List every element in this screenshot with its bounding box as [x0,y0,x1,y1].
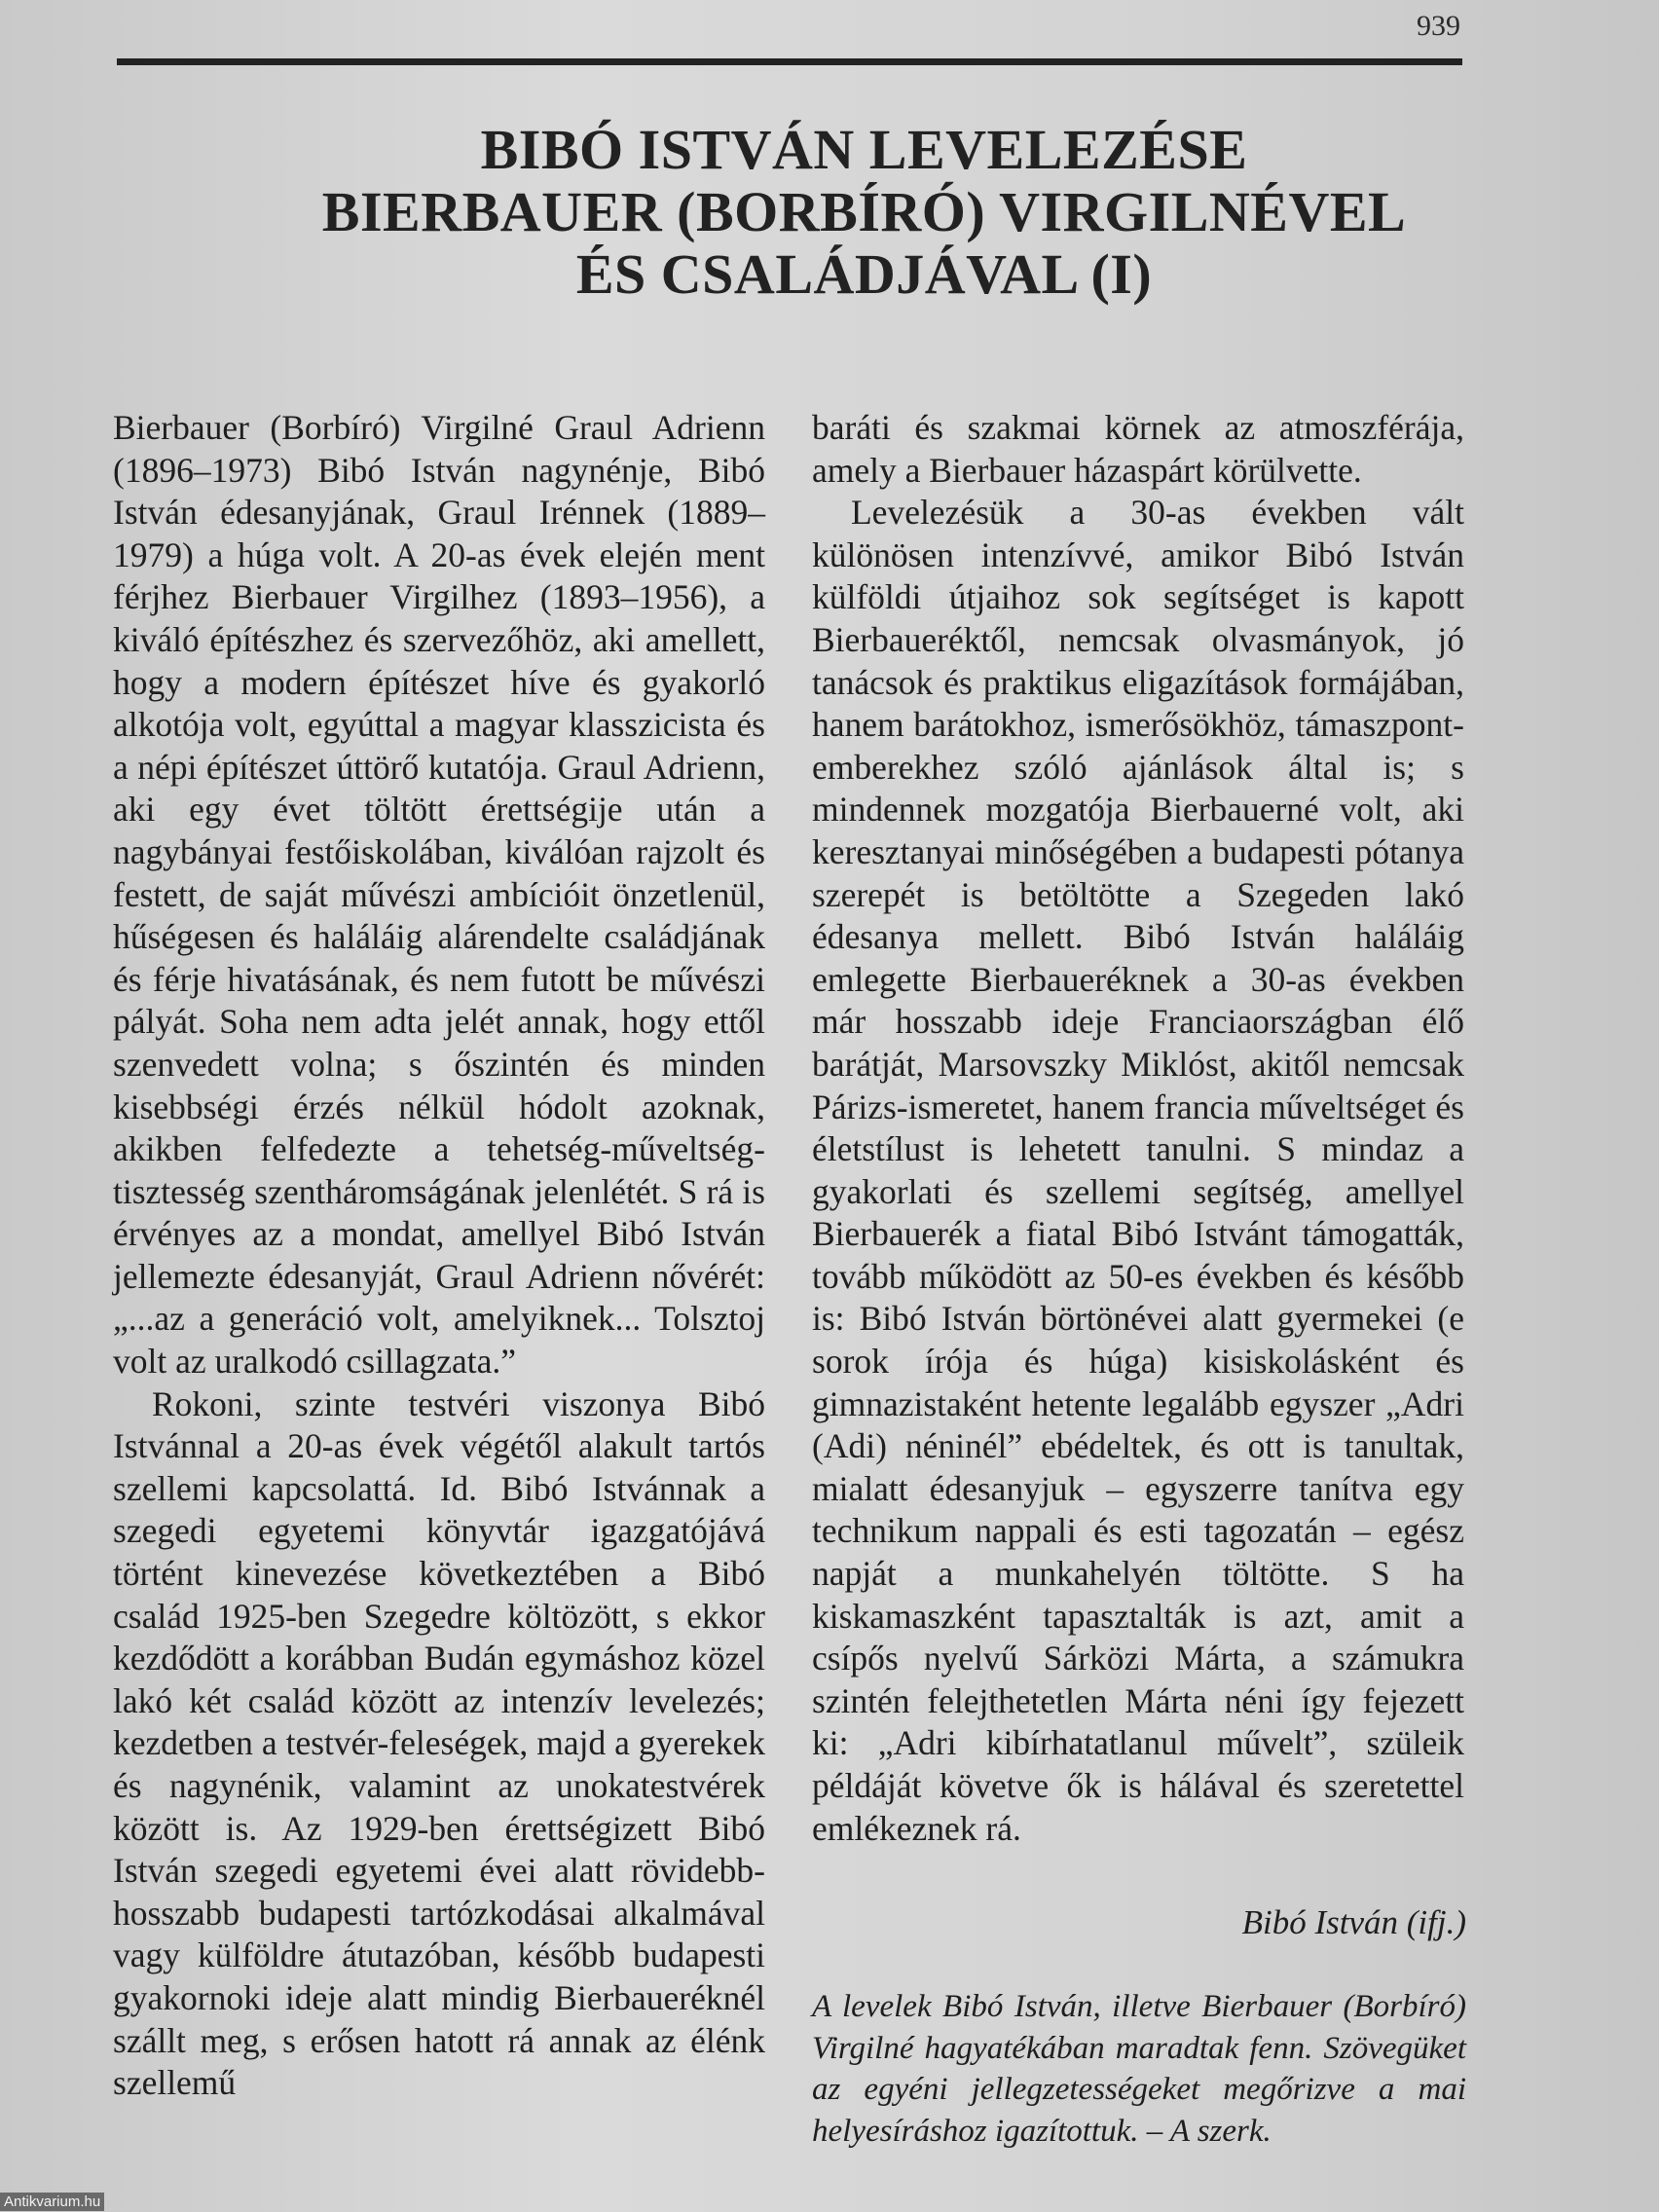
right-column [812,407,1464,1850]
title-line-2: BIERBAUER (BORBÍRÓ) VIRGILNÉVEL [321,180,1407,243]
paragraph: Bierbauer (Borbíró) Virgilné Graul Adrienn (1896–1973) Bibó István nagynénje, Bibó István édesanyjának, Graul Irénnek (1889–1979) a húga volt. A 20-as évek elején ment férjhez Bierbauer Virgilhez (1893–1956), a kiváló építészhez és szervezőhöz, aki amellett, hogy a modern építészet híve és gyakorló alkotója volt, egyúttal a magyar klasszicista és a népi építészet úttörő kutatója. Graul Adrienn, aki egy évet töltött érettségije után a nagybányai festőiskolában, kiválóan rajzolt és festett, de saját művészi ambícióit önzetlenül, hűségesen és haláláig alárendelte családjának és férje hivatásának, és nem futott be művészi pályát. Soha nem adta jelét annak, hogy ettől szenvedett volna; s őszintén és minden kisebbségi érzés nélkül hódolt azoknak, akikben felfedezte a tehetség-műveltség-tisztesség szentháromságának jelenlétét. S rá is érvényes az a mondat, amellyel Bibó István jellemezte édesanyját, Graul Adrienn nővérét: „...az a generáció volt, amelyiknek... Tolsztoj volt az uralkodó csillagzata.” [113,408,765,1382]
header-rule [117,58,1462,65]
title-line-3: ÉS CSALÁDJÁVAL (I) [575,242,1153,306]
page-number: 939 [1417,10,1460,42]
left-column [113,407,765,2105]
title-line-1: BIBÓ ISTVÁN LEVELEZÉSE [480,118,1248,181]
article-title [117,119,1611,306]
author-signature: Bibó István (ifj.) [1241,1903,1466,1941]
paragraph: baráti és szakmai körnek az atmoszférája, amely a Bierbauer házaspárt körülvette. [812,408,1464,490]
paragraph: Rokoni, szinte testvéri viszonya Bibó Istvánnal a 20-as évek végétől alakult tartós szellemi kapcsolattá. Id. Bibó Istvánnak a szegedi egyetemi könyvtár igazgatójává történt kinevezése következtében a Bibó család 1925-ben Szegedre költözött, s ekkor kezdődött a korábban Budán egymáshoz közel lakó két család között az intenzív levelezés; kezdetben a testvér-feleségek, majd a gyerekek és nagynénik, valamint az unokatestvérek között is. Az 1929-ben érettségizett Bibó István szegedi egyetemi évei alatt rövidebb-hosszabb budapesti tartózkodásai alkalmával vagy külföldre átutazóban, később budapesti gyakornoki ideje alatt mindig Bierbaueréknél szállt meg, s erősen hatott rá annak az élénk szellemű [113,1383,765,2103]
paragraph: Levelezésük a 30-as években vált különösen intenzívvé, amikor Bibó István külföldi útjaihoz sok segítséget is kapott Bierbaueréktől, nemcsak olvasmányok, jó tanácsok és praktikus eligazítások formájában, hanem barátokhoz, ismerősökhöz, támaszpont-emberekhez szóló ajánlások által is; s mindennek mozgatója Bierbauerné volt, aki keresztanyai minőségében a budapesti pótanya szerepét is betöltötte a Szegeden lakó édesanya mellett. Bibó István haláláig emlegette Bierbaueréknek a 30-as években már hosszabb ideje Franciaországban élő barátját, Marsovszky Miklóst, akitől nemcsak Párizs-ismeretet, hanem francia műveltséget és életstílust is lehetett tanulni. S mindaz a gyakorlati és szellemi segítség, amellyel Bierbauerék a fiatal Bibó Istvánt támogatták, tovább működött az 50-es években és később is: Bibó István börtönévei alatt gyermekei (e sorok írója és húga) kisiskolásként és gimnazistaként hetente legalább egyszer „Adri (Adi) néninél” ebédeltek, és ott is tanultak, mialatt édesanyjuk – egyszerre tanítva egy technikum nappali és esti tagozatán – egész napját a munkahelyén töltötte. S ha kiskamaszként tapasztalták is azt, amit a csípős nyelvű Sárközi Márta, a számukra szintén felejthetetlen Márta néni így fejezett ki: „Adri kibírhatatlanul művelt”, szüleik példáját követve ők is hálával és szeretettel emlékeznek rá. [812,493,1464,1848]
editor-note: A levelek Bibó István, illetve Bierbauer (Borbíró) Virgilné hagyatékában maradtak fenn. Szövegüket az egyéni jellegzetességeket megőrizve a mai helyesíráshoz igazítottuk. – A szerk. [812,1989,1466,2149]
site-watermark: Antikvarium.hu [0,2193,104,2211]
